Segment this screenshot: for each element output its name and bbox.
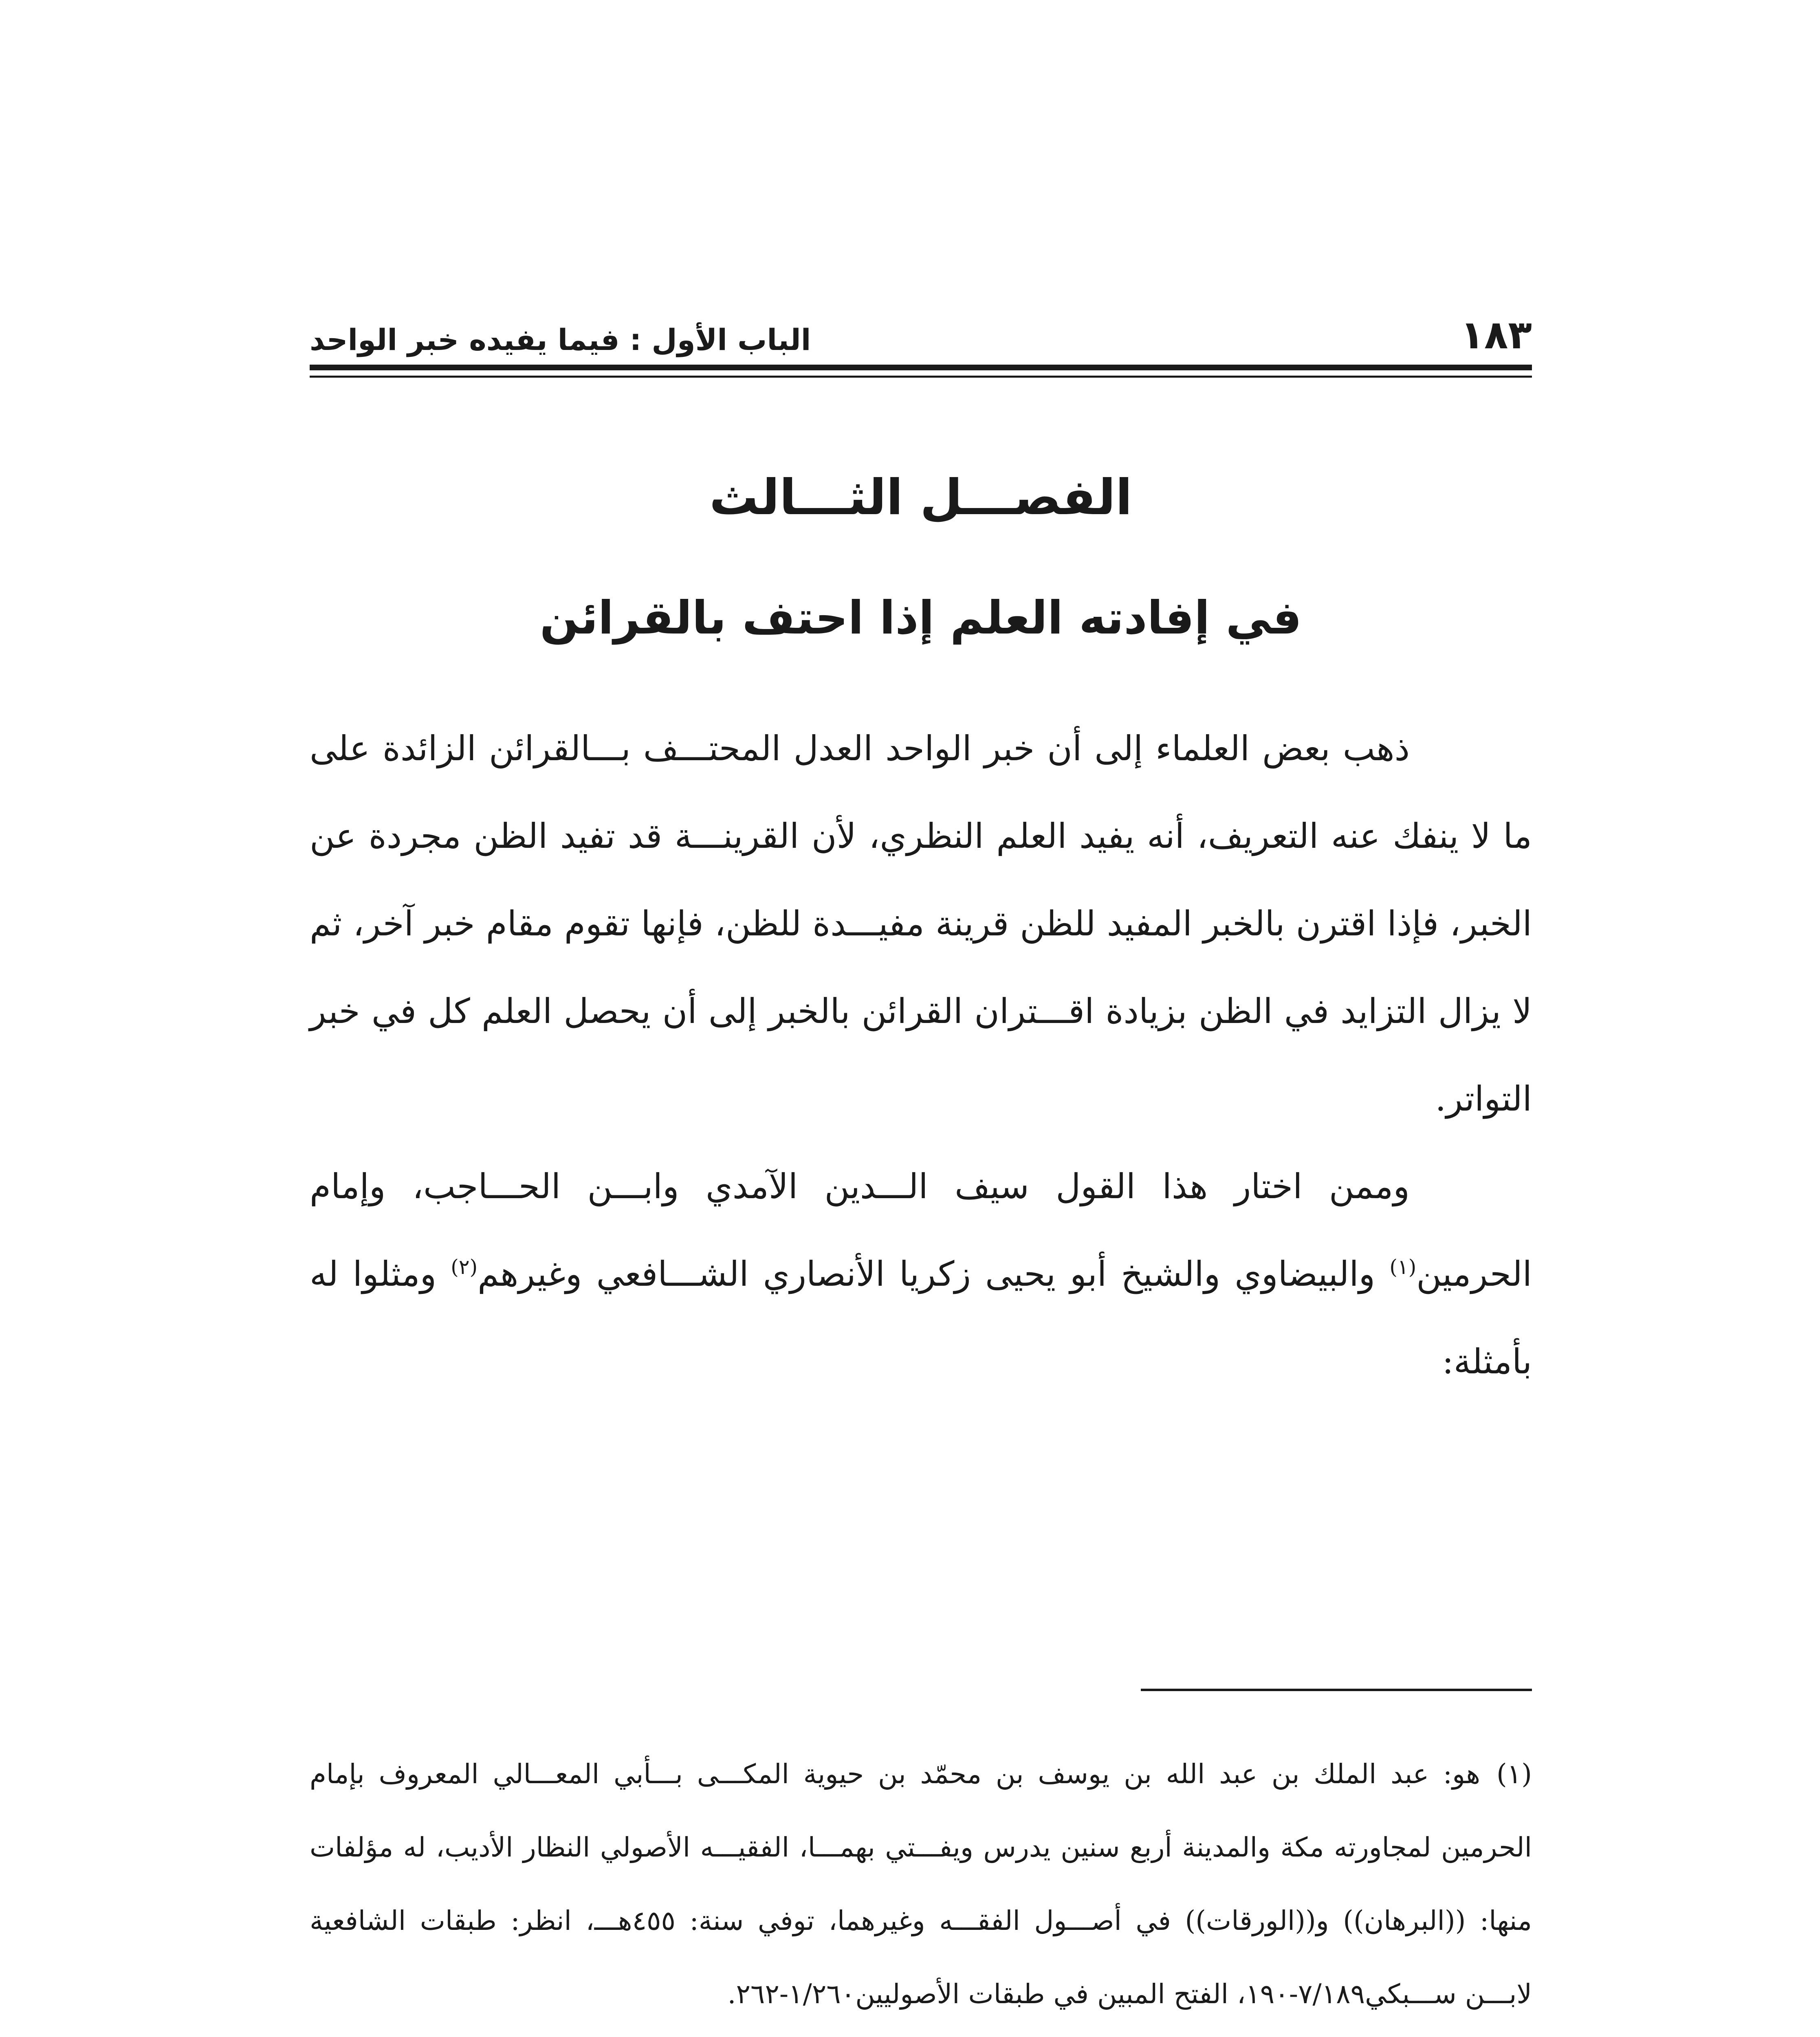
footnotes bbox=[310, 1738, 1532, 2037]
footnote-text-1: هو: عبد الملك بن عبد الله بن يوسف بن محمّد بن حيوية المكـــى بـــأبي المعـــالي المعروف بإمام الحرمين لمجاورته مكة والمدينة أربع سنين يدرس ويفـــتي بهمـــا، الفقيـــه الأصولي النظار الأديب، له مؤلفات منها: ((البرهان)) و((الورقات)) في أصـــول الفقـــه وغيرهما، توفي سنة: ٤٥٥هـــ، انظر: طبقات الشافعية لابـــن ســـبكي٧/١٨٩-١٩٠، الفتح المبين في طبقات الأصوليين١/٢٦٠-٢٦٢. bbox=[310, 1758, 1532, 2010]
page-number: ١٨٣ bbox=[1460, 312, 1532, 358]
page-header bbox=[310, 310, 1532, 358]
paragraph-2-text-c: ومثلوا له بأمثلة: bbox=[310, 1254, 1532, 1381]
footnote-1 bbox=[310, 1738, 1532, 2031]
body-paragraph-2 bbox=[310, 1143, 1532, 1406]
paragraph-2-text-a: وممن اختار هذا القول سيف الـــدين الآمدي وابـــن الحـــاجب، وإمام الحرمين bbox=[310, 1166, 1532, 1294]
header-rule-thick bbox=[310, 365, 1532, 370]
footnote-marker-1: (١) bbox=[1496, 1758, 1532, 1790]
footnote-ref-2: (٢) bbox=[451, 1255, 478, 1279]
body-text bbox=[310, 705, 1532, 1406]
body-paragraph-1: ذهب بعض العلماء إلى أن خبر الواحد العدل المحتـــف بـــالقرائن الزائدة على ما لا ينفك عنه التعريف، أنه يفيد العلم النظري، لأن القرينـــة قد تفيد الظن مجردة عن الخبر، فإذا اقترن بالخبر المفيد للظن قرينة مفيـــدة للظن، فإنها تقوم مقام خبر آخر، ثم لا يزال التزايد في الظن بزيادة اقـــتران القرائن بالخبر إلى أن يحصل العلم كل في خبر التواتر. bbox=[310, 728, 1532, 1119]
footnote-2 bbox=[310, 2031, 1532, 2037]
chapter-title: الفصـــل الثـــالث bbox=[709, 469, 1133, 526]
paragraph-2-text-b: والبيضاوي والشيخ أبو يحيى زكريا الأنصاري الشـــافعي وغيرهم bbox=[478, 1254, 1390, 1294]
running-title: الباب الأول : فيما يفيده خبر الواحد bbox=[310, 323, 811, 357]
footnote-ref-1: (١) bbox=[1389, 1255, 1417, 1279]
footnote-separator bbox=[1141, 1689, 1532, 1691]
header-rule-thin bbox=[310, 376, 1532, 378]
chapter-subtitle: في إفادته العلم إذا احتف بالقرائن bbox=[539, 592, 1302, 645]
